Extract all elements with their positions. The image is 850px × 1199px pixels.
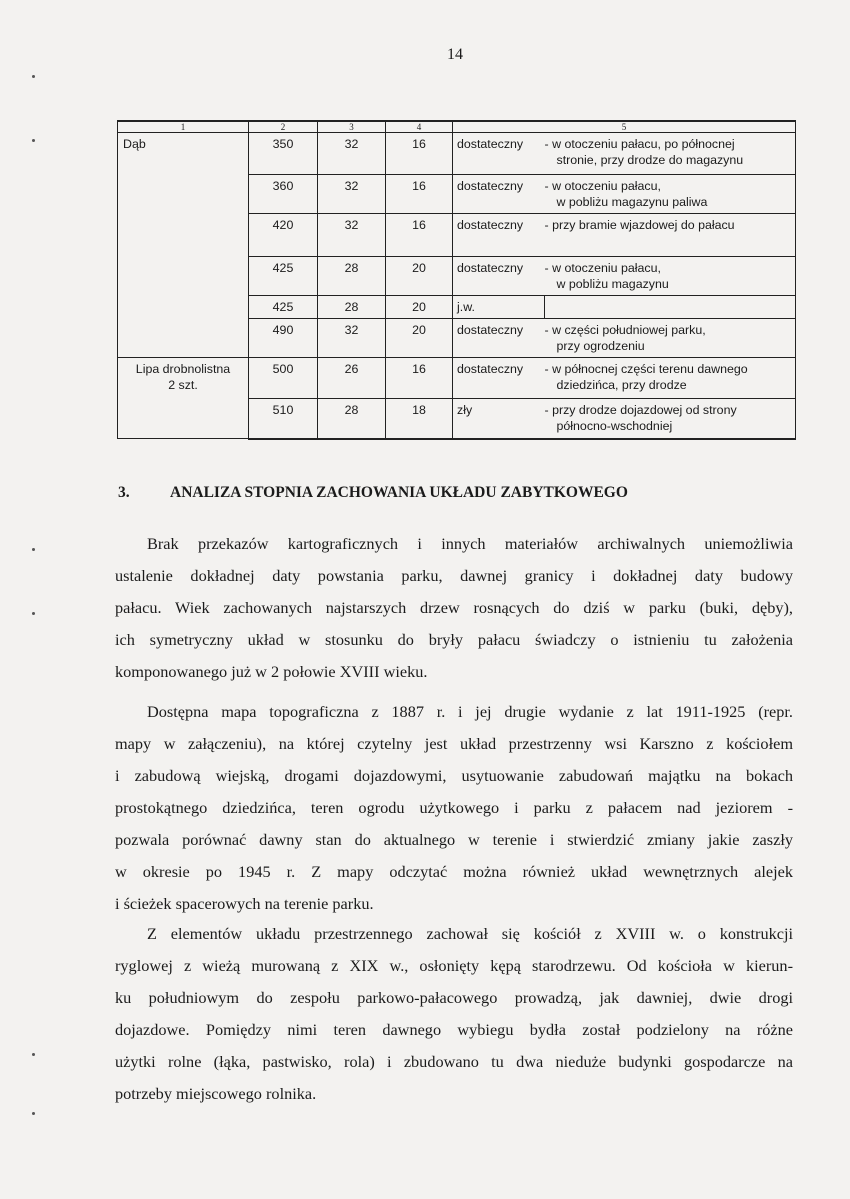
location-cell: - w otoczeniu pałacu, w pobliżu magazynu bbox=[545, 257, 796, 296]
table-cell: 20 bbox=[386, 296, 453, 319]
table-cell: 500 bbox=[249, 358, 318, 399]
table-cell: 16 bbox=[386, 358, 453, 399]
tree-inventory-table bbox=[117, 120, 796, 440]
text-line: użytki rolne (łąka, pastwisko, rola) i zbudowano tu dwa nieduże budynki gospodarcze na bbox=[115, 1052, 793, 1071]
section-title: ANALIZA STOPNIA ZACHOWANIA UKŁADU ZABYTKOWEGO bbox=[170, 484, 628, 501]
text-line: pozwala porównać dawny stan do aktualnego w terenie i stwierdzić zmiany jakie zaszły bbox=[115, 830, 793, 849]
condition-cell: dostateczny bbox=[453, 358, 545, 399]
table-row bbox=[118, 358, 796, 399]
condition-cell: zły bbox=[453, 399, 545, 439]
species-count: 2 szt. bbox=[168, 378, 198, 392]
table-cell: 32 bbox=[318, 175, 386, 214]
table-cell: 16 bbox=[386, 175, 453, 214]
condition-cell: dostateczny bbox=[453, 319, 545, 358]
text-line: Dostępna mapa topograficzna z 1887 r. i jej drugie wydanie z lat 1911-1925 (repr. bbox=[147, 702, 793, 721]
column-number: 4 bbox=[386, 121, 453, 133]
location-cell bbox=[545, 296, 796, 319]
table-cell: 16 bbox=[386, 214, 453, 257]
scan-speck bbox=[32, 1112, 35, 1115]
text-line: w okresie po 1945 r. Z mapy odczytać można również układ wewnętrznych alejek bbox=[115, 862, 793, 881]
column-number: 2 bbox=[249, 121, 318, 133]
table-cell: 490 bbox=[249, 319, 318, 358]
text-line: dojazdowe. Pomiędzy nimi teren dawnego wybiegu bydła został podzielony na różne bbox=[115, 1020, 793, 1039]
table-cell: 16 bbox=[386, 133, 453, 175]
text-line: potrzeby miejscowego rolnika. bbox=[115, 1084, 317, 1103]
text-line: i ścieżek spacerowych na terenie parku. bbox=[115, 894, 374, 913]
table-cell: 510 bbox=[249, 399, 318, 439]
table-cell: 32 bbox=[318, 319, 386, 358]
text-line: ryglowej z wieżą murowaną z XIX w., osłonięty kępą starodrzewu. Od kościoła w kierun- bbox=[115, 956, 793, 975]
condition-cell: dostateczny bbox=[453, 257, 545, 296]
section-number: 3. bbox=[118, 484, 130, 501]
location-cell: - przy drodze dojazdowej od strony północno-wschodniej bbox=[545, 399, 796, 439]
table-row bbox=[118, 133, 796, 175]
text-line: ich symetryczny układ w stosunku do bryły pałacu świadczy o istnieniu tu założenia bbox=[115, 630, 793, 649]
table-cell: 360 bbox=[249, 175, 318, 214]
table-cell: 28 bbox=[318, 296, 386, 319]
location-cell: - w części południowej parku, przy ogrodzeniu bbox=[545, 319, 796, 358]
table-header-row bbox=[118, 121, 796, 133]
table-cell: 20 bbox=[386, 319, 453, 358]
text-line: ustalenie dokładnej daty powstania parku, dawnej granicy i dokładnej daty budowy bbox=[115, 566, 793, 585]
page-number: 14 bbox=[447, 46, 463, 63]
table-cell: 28 bbox=[318, 399, 386, 439]
text-line: Z elementów układu przestrzennego zachował się kościół z XVIII w. o konstrukcji bbox=[147, 924, 793, 943]
text-line: prostokątnego dziedzińca, teren ogrodu użytkowego i parku z pałacem nad jeziorem - bbox=[115, 798, 793, 817]
species-name: Dąb bbox=[123, 137, 146, 151]
table-cell: 425 bbox=[249, 296, 318, 319]
condition-cell: dostateczny bbox=[453, 175, 545, 214]
paragraph bbox=[115, 918, 793, 1110]
text-line: mapy w załączeniu), na której czytelny jest układ przestrzenny wsi Karszno z kościołem bbox=[115, 734, 793, 753]
scan-speck bbox=[32, 612, 35, 615]
scan-speck bbox=[32, 1053, 35, 1056]
location-cell: - w północnej części terenu dawnego dziedzińca, przy drodze bbox=[545, 358, 796, 399]
condition-cell: dostateczny bbox=[453, 214, 545, 257]
scan-speck bbox=[32, 139, 35, 142]
column-number: 1 bbox=[118, 121, 249, 133]
table-cell: 420 bbox=[249, 214, 318, 257]
species-cell bbox=[118, 358, 249, 439]
scan-speck bbox=[32, 75, 35, 78]
location-cell: - w otoczeniu pałacu, w pobliżu magazynu paliwa bbox=[545, 175, 796, 214]
table-cell: 32 bbox=[318, 214, 386, 257]
paragraph bbox=[115, 696, 793, 920]
location-cell: - w otoczeniu pałacu, po północnej stronie, przy drodze do magazynu bbox=[545, 133, 796, 175]
condition-cell: j.w. bbox=[453, 296, 545, 319]
paragraph bbox=[115, 528, 793, 688]
table-cell: 32 bbox=[318, 133, 386, 175]
table-cell: 18 bbox=[386, 399, 453, 439]
scan-speck bbox=[32, 548, 35, 551]
table-cell: 425 bbox=[249, 257, 318, 296]
column-number: 5 bbox=[453, 121, 796, 133]
column-number: 3 bbox=[318, 121, 386, 133]
table-cell: 20 bbox=[386, 257, 453, 296]
text-line: i zabudową wiejską, drogami dojazdowymi, usytuowanie zabudowań majątku na bokach bbox=[115, 766, 793, 785]
text-line: ku południowym do zespołu parkowo-pałacowego prowadzą, jak dawniej, dwie drogi bbox=[115, 988, 793, 1007]
section-heading bbox=[118, 484, 628, 502]
table-cell: 28 bbox=[318, 257, 386, 296]
table-cell: 350 bbox=[249, 133, 318, 175]
text-line: Brak przekazów kartograficznych i innych materiałów archiwalnych uniemożliwia bbox=[147, 534, 793, 553]
condition-cell: dostateczny bbox=[453, 133, 545, 175]
location-cell: - przy bramie wjazdowej do pałacu bbox=[545, 214, 796, 257]
table-cell: 26 bbox=[318, 358, 386, 399]
species-cell bbox=[118, 133, 249, 358]
text-line: pałacu. Wiek zachowanych najstarszych drzew rosnących do dziś w parku (buki, dęby), bbox=[115, 598, 793, 617]
text-line: komponowanego już w 2 połowie XVIII wieku. bbox=[115, 662, 428, 681]
species-name: Lipa drobnolistna bbox=[135, 362, 231, 376]
